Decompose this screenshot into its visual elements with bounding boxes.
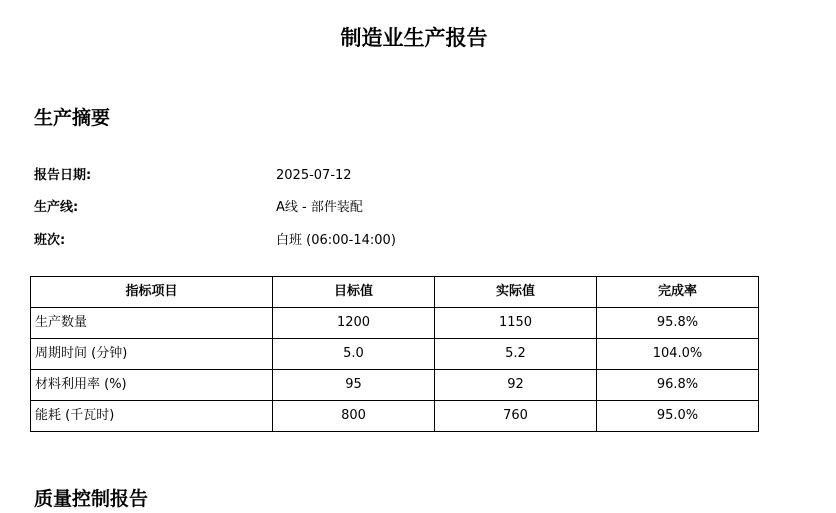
info-row-production-line	[34, 197, 634, 219]
table-header-row	[31, 277, 759, 308]
table-cell-completion-rate: 95.0%	[597, 401, 759, 432]
info-row-shift	[34, 230, 634, 252]
section-title-quality: 质量控制报告	[34, 488, 149, 510]
table-row	[31, 401, 759, 432]
production-line-label: 生产线:	[34, 200, 79, 215]
column-header-metric: 指标项目	[31, 277, 273, 308]
column-header-completion-rate: 完成率	[597, 277, 759, 308]
table-cell-actual: 1150	[435, 308, 597, 339]
table-cell-metric: 材料利用率 (%)	[31, 370, 273, 401]
table-row	[31, 308, 759, 339]
table-cell-target: 800	[273, 401, 435, 432]
table-cell-completion-rate: 104.0%	[597, 339, 759, 370]
section-title-summary: 生产摘要	[34, 107, 111, 129]
table-cell-completion-rate: 96.8%	[597, 370, 759, 401]
table-cell-metric: 周期时间 (分钟)	[31, 339, 273, 370]
info-row-report-date	[34, 165, 634, 187]
table-cell-metric: 能耗 (千瓦时)	[31, 401, 273, 432]
table-cell-target: 95	[273, 370, 435, 401]
report-date-value: 2025-07-12	[276, 168, 352, 183]
table-cell-actual: 760	[435, 401, 597, 432]
table-cell-metric: 生产数量	[31, 308, 273, 339]
table-row	[31, 339, 759, 370]
page-title: 制造业生产报告	[340, 26, 488, 50]
column-header-actual: 实际值	[435, 277, 597, 308]
production-line-value: A线 - 部件装配	[276, 200, 363, 215]
shift-label: 班次:	[34, 233, 66, 248]
table-cell-target: 5.0	[273, 339, 435, 370]
table-row	[31, 370, 759, 401]
table-cell-target: 1200	[273, 308, 435, 339]
report-date-label: 报告日期:	[34, 168, 92, 183]
column-header-target: 目标值	[273, 277, 435, 308]
table-cell-actual: 5.2	[435, 339, 597, 370]
table-cell-actual: 92	[435, 370, 597, 401]
shift-value: 白班 (06:00-14:00)	[276, 233, 396, 248]
table-cell-completion-rate: 95.8%	[597, 308, 759, 339]
metrics-table	[30, 276, 759, 432]
